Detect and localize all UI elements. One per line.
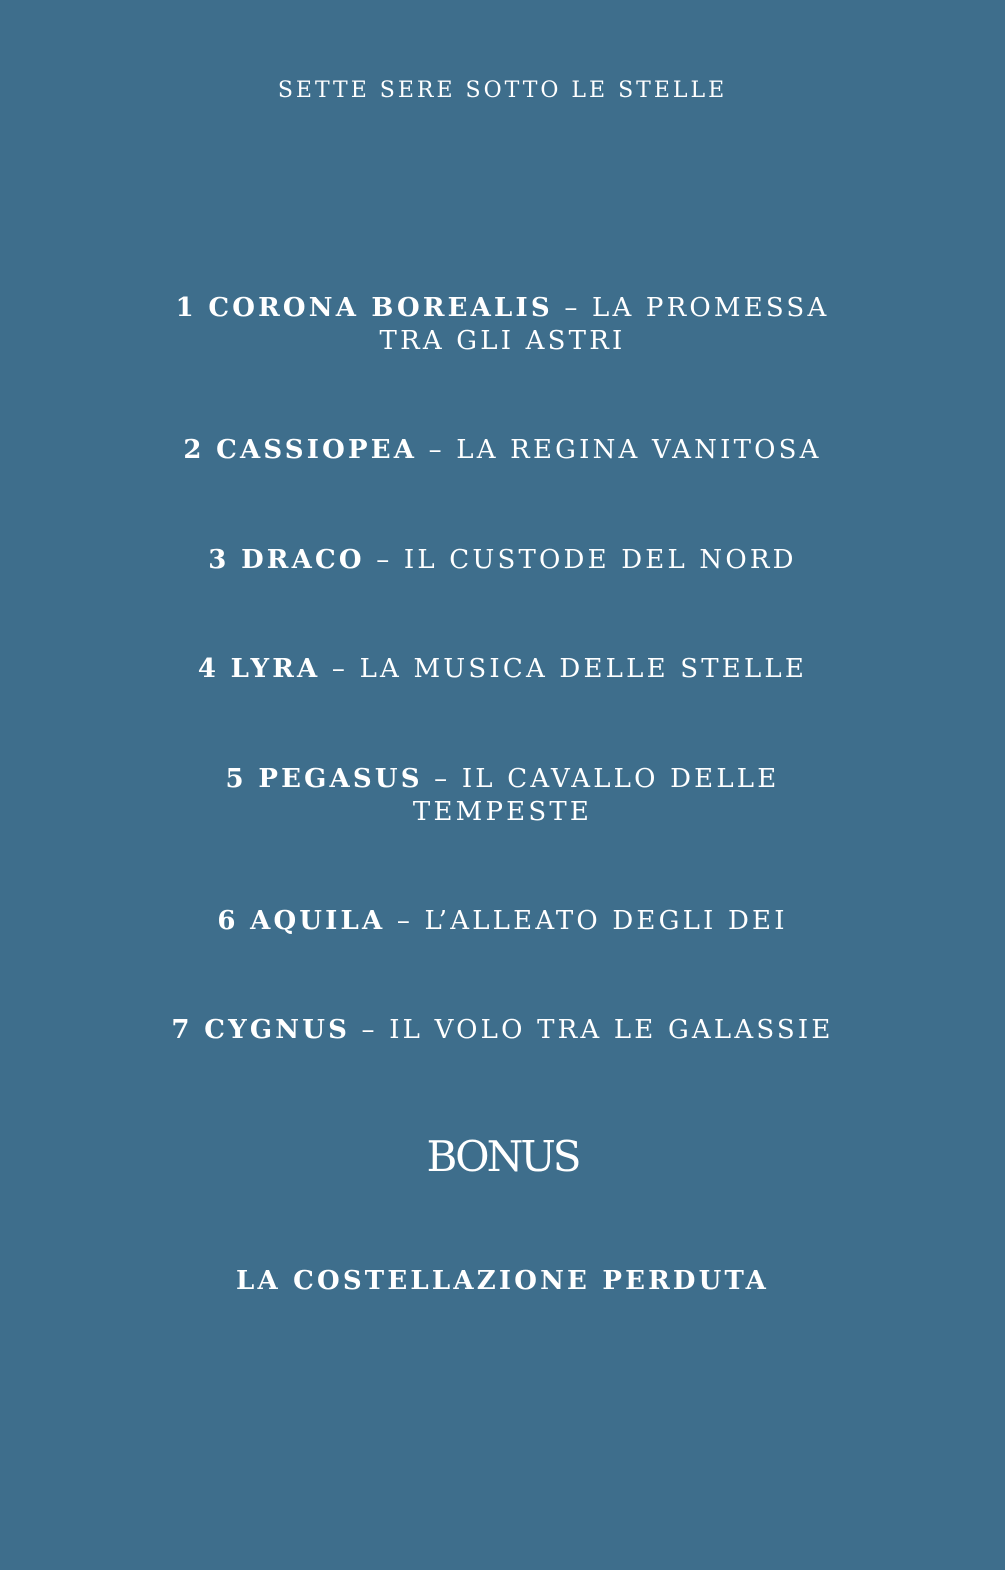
- chapter-subtitle: L’ALLEATO DEGLI DEI: [424, 906, 788, 936]
- chapter-subtitle: IL CAVALLO DELLE TEMPESTE: [412, 764, 780, 827]
- chapter-separator: –: [396, 906, 414, 936]
- chapter-name: PEGASUS: [258, 764, 423, 794]
- chapter-subtitle: LA MUSICA DELLE STELLE: [359, 654, 808, 684]
- chapter-number: 7: [171, 1015, 193, 1045]
- chapter-name: CORONA BOREALIS: [208, 293, 553, 323]
- chapter-number: 4: [197, 654, 220, 684]
- chapter-name: CASSIOPEA: [216, 435, 418, 465]
- bonus-heading: BONUS: [426, 1132, 579, 1181]
- chapter-separator: –: [428, 435, 445, 465]
- chapter-name: AQUILA: [250, 906, 386, 936]
- chapter-number: 2: [183, 435, 205, 465]
- chapter-name: LYRA: [230, 654, 321, 684]
- chapter-entry-6: [140, 905, 865, 938]
- chapter-separator: –: [434, 764, 451, 794]
- chapter-entry-1: [140, 292, 865, 358]
- chapter-entry-2: [140, 434, 865, 467]
- bonus-chapter-title: LA COSTELLAZIONE PERDUTA: [235, 1266, 770, 1296]
- chapter-separator: –: [331, 654, 349, 684]
- chapter-separator: –: [564, 293, 581, 323]
- chapter-number: 1: [175, 293, 197, 323]
- series-title: SETTE SERE SOTTO LE STELLE: [277, 78, 728, 103]
- chapter-entry-3: [140, 544, 865, 577]
- chapter-number: 3: [208, 545, 230, 575]
- chapter-number: 6: [217, 906, 239, 936]
- chapter-number: 5: [225, 764, 247, 794]
- chapter-name: CYGNUS: [204, 1015, 351, 1045]
- chapter-subtitle: IL CUSTODE DEL NORD: [403, 545, 797, 575]
- chapter-separator: –: [376, 545, 393, 575]
- chapter-subtitle: LA REGINA VANITOSA: [456, 435, 822, 465]
- chapter-name: DRACO: [241, 545, 365, 575]
- chapter-entry-5: [140, 763, 865, 829]
- chapter-separator: –: [361, 1015, 378, 1045]
- chapter-subtitle: LA PROMESSA TRA GLI ASTRI: [379, 293, 830, 356]
- chapter-entry-7: [140, 1014, 865, 1047]
- chapter-entry-4: [140, 653, 865, 686]
- chapter-subtitle: IL VOLO TRA LE GALASSIE: [389, 1015, 834, 1045]
